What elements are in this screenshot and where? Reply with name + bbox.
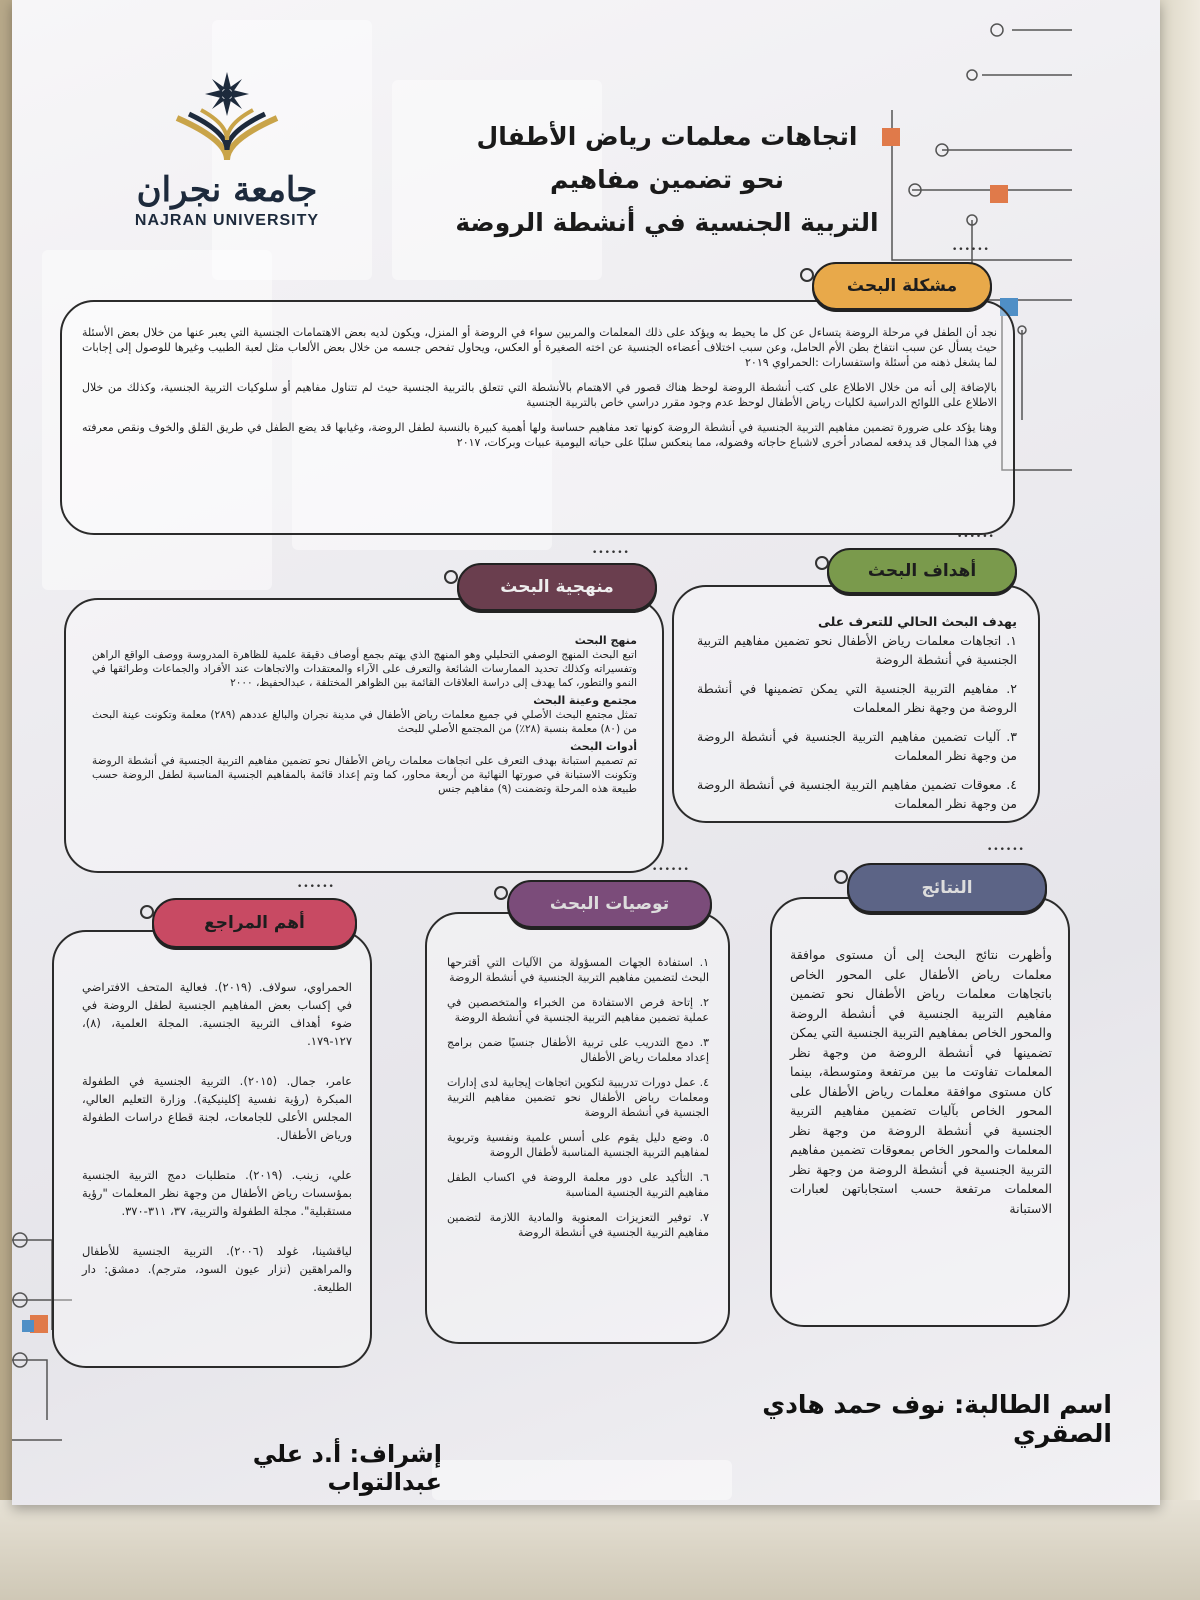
objectives-text: [697, 612, 1017, 823]
problem-paragraph-2: بالإضافة إلى أنه من خلال الاطلاع على كتب أنشطة الروضة لوحظ هناك قصور في الاهتمام بالأنشطة التي تتعلق بالتربية الجنسية حيث لم تتناول مفاهيم أو سلوكيات التربية الجنسية، وكذلك من خلال الاطلاع على اللوائح الدراسية لكليات رياض الأطفال لوحظ عدم وجود مقرر دراسي خاص بالتربية الجنسية: [82, 381, 997, 409]
decor-dots: ••••••: [652, 865, 690, 875]
recommendations-label: توصيات البحث: [507, 880, 712, 928]
logo-english-name: NAJRAN UNIVERSITY: [134, 212, 320, 229]
results-text: وأظهرت نتائج البحث إلى أن مستوى موافقة معلمات رياض الأطفال على المحور الخاص باتجاهات معلمات رياض الأطفال نحو تضمين مفاهيم التربية الجنسية في أنشطة الروضة والمحور الخاص بمفاهيم التربية الجنسية التي يمكن تضمينها في أنشطة الروضة من وجهة نظر المعلمات تفاوتت ما بين مرتفعة ومتوسطة، بينما كان مستوى موافقة معلمات رياض الأطفال على المحور الخاص بآليات تضمين مفاهيم التربية الجنسية في أنشطة الروضة من وجهة نظر المعلمات والمحور الخاص بمعوقات تضمين مفاهيم التربية الجنسية في أنشطة الروضة من وجهة نظر المعلمات مرتفعة حسب استجاباتهن لعبارات الاستبانة: [790, 947, 1052, 1216]
objective-item: ٢. مفاهيم التربية الجنسية التي يمكن تضمينها في أنشطة الروضة من وجهة نظر المعلمات: [697, 681, 1017, 715]
objective-item: ٤. معوقات تضمين مفاهيم التربية الجنسية في أنشطة الروضة من وجهة نظر المعلمات: [697, 777, 1017, 811]
supervisor-name: إشراف: أ.د علي عبدالتواب: [252, 1440, 442, 1496]
recommendation-item: ٥. وضع دليل يقوم على أسس علمية ونفسية وتربوية لمفاهيم التربية الجنسية المناسبة لأطفال الروضة: [447, 1131, 709, 1159]
references-label: أهم المراجع: [152, 898, 357, 948]
method-paragraph: اتبع البحث المنهج الوصفي التحليلي وهو المنهج الذي يهتم بجمع أوصاف دقيقة علمية للظاهرة المدروسة ووصف الواقع الراهن وتفسيراته وكذلك تحديد الممارسات الشائعة والتعرف على الآراء والمعتقدات والاتجاهات عند الأفراد والجماعات وطرائقها في النمو والتطور، كما يهدف إلى دراسة العلاقات القائمة بين الظواهر المختلفة ، عبدالحفيظ، ٢٠٠٠: [92, 649, 637, 689]
method-heading: منهج البحث: [574, 634, 637, 647]
methodology-label: منهجية البحث: [457, 563, 657, 611]
reference-item: عامر، جمال. (٢٠١٥). التربية الجنسية في الطفولة المبكرة (رؤية نفسية إكلينيكية). وزارة التعليم العالي، المجلس الأعلى للجامعات، لجنة قطاع دراسات الطفولة ورياض الأطفال.: [82, 1074, 353, 1142]
objective-item: ١. اتجاهات معلمات رياض الأطفال نحو تضمين مفاهيم التربية الجنسية في أنشطة الروضة: [697, 633, 1017, 667]
decor-ring: [444, 570, 458, 584]
problem-text: [82, 325, 997, 460]
reference-item: علي، زينب. (٢٠١٩). متطلبات دمج التربية الجنسية بمؤسسات رياض الأطفال من وجهة نظر المعلمات "رؤية مستقبلية". مجلة الطفولة والتربية، ٣٧، ٣١١-٣٧٠.: [82, 1168, 352, 1218]
university-logo: [112, 70, 342, 230]
poster: [12, 0, 1160, 1505]
decor-dots: ••••••: [592, 548, 630, 558]
reference-item: الحمراوي، سولاف. (٢٠١٩). فعالية المتحف الافتراضي في إكساب بعض المفاهيم الجنسية لطفل الروضة في ضوء أهداف التربية الجنسية. المجلة العلمية، (٨)، ١٢٧-١٧٩.: [82, 980, 352, 1048]
references-text: [82, 978, 352, 1306]
problem-paragraph-3: وهنا يؤكد على ضرورة تضمين مفاهيم التربية الجنسية في أنشطة الروضة كونها تعد مفاهيم حساسة ولها أهمية كبيرة بالنسبة لطفل الروضة، وغيابها قد يضع الطفل في طريق القلق والخوف ونقص معرفته في هذا المجال قد يدفعه لمصادر أخرى لاشباع حاجاته وفضوله، مما ينعكس سلبًا على حياته اليومية عبيات وبركات، ٢٠١٧: [82, 421, 997, 449]
recommendations-text: [447, 955, 709, 1250]
logo-arabic-name: جامعة نجران: [136, 170, 318, 210]
decor-ring: [140, 905, 154, 919]
decor-dots: ••••••: [957, 532, 995, 542]
decor-ring: [494, 886, 508, 900]
problem-paragraph-1: نجد أن الطفل في مرحلة الروضة يتساءل عن كل ما يحيط به ويؤكد على ذلك المعلمات والمربين سواء في الروضة أو المنزل، ويكون لديه بعض الاهتمامات الجنسية التي يعبر عنها من خلال بعض الأسئلة حيث يسأل عن سبب انتفاخ بطن الأم الحامل، وعن سبب اختلاف أعضاءه الجنسية عن اخته الصغيرة أو العكس، ويحاول تفحص جسمه من خلال بعض الألعاب مثل لعبة الطبيب وغيرها للوصول إلى إجابات لما يشغل ذهنه من أسئلة واستفسارات :الحمراوي ٢٠١٩: [82, 326, 997, 369]
decor-dots: ••••••: [987, 845, 1025, 855]
recommendation-item: ٤. عمل دورات تدريبية لتكوين اتجاهات إيجابية لدى إدارات ومعلمات رياض الأطفال نحو تضمين مفاهيم التربية الجنسية في أنشطة الروضة: [447, 1076, 709, 1119]
frame-bottom-edge: [0, 1500, 1200, 1600]
poster-title: [432, 115, 902, 244]
objectives-label: أهداف البحث: [827, 548, 1017, 594]
recommendation-item: ٧. توفير التعزيزات المعنوية والمادية اللازمة لتضمين مفاهيم التربية الجنسية في أنشطة الروضة: [447, 1211, 709, 1239]
recommendation-item: ١. استفادة الجهات المسؤولة من الآليات التي أقترحها البحث لتضمين مفاهيم التربية الجنسية في أنشطة الروضة: [447, 956, 709, 984]
decor-square: [432, 1460, 732, 1500]
title-line-2: نحو تضمين مفاهيم: [550, 165, 784, 194]
star-emblem-icon: [167, 70, 287, 170]
method-heading: مجتمع وعينة البحث: [533, 694, 637, 707]
decor-ring: [834, 870, 848, 884]
methodology-text: [92, 630, 637, 796]
title-line-3: التربية الجنسية في أنشطة الروضة: [455, 208, 879, 237]
method-paragraph: تمثل مجتمع البحث الأصلي في جميع معلمات رياض الأطفال في مدينة نجران والبالغ عددهم (٢٨٩) معلمة وتكونت عينة البحث من (٨٠) معلمة بنسبة (٢٨٪) من المجتمع الأصلي للبحث: [92, 709, 637, 735]
reference-item: لياقشينا، غولد (٢٠٠٦). التربية الجنسية للأطفال والمراهقين (نزار عيون السود، مترجم). دمشق: دار الطليعة.: [82, 1244, 352, 1294]
decor-ring: [800, 268, 814, 282]
title-line-1: اتجاهات معلمات رياض الأطفال: [476, 122, 858, 151]
recommendation-item: ٢. إتاحة فرص الاستفادة من الخبراء والمتخصصين في عملية تضمين مفاهيم التربية الجنسية في أنشطة الروضة: [447, 996, 709, 1024]
problem-label: مشكلة البحث: [812, 262, 992, 310]
method-paragraph: تم تصميم استبانة بهدف التعرف على اتجاهات معلمات رياض الأطفال نحو تضمين مفاهيم التربية الجنسية في أنشطة الروضة وتكونت الاستبانة في صورتها النهائية من أربعة محاور، كما وتم إعداد قائمة بالمفاهيم الجنسية المناسبة لطفل الروضة حسب طبيعة هذه المرحلة وتضمنت (٩) مفاهيم جنس: [92, 755, 637, 795]
decor-dots: ••••••: [952, 245, 990, 255]
method-heading: أدوات البحث: [570, 740, 637, 753]
recommendation-item: ٣. دمج التدريب على تربية الأطفال جنسيًا ضمن برامج إعداد معلمات رياض الأطفال: [447, 1036, 709, 1064]
recommendation-item: ٦. التأكيد على دور معلمة الروضة في اكساب الطفل مفاهيم التربية الجنسية المناسبة: [447, 1171, 709, 1199]
results-label: النتائج: [847, 863, 1047, 913]
student-name: اسم الطالبة: نوف حمد هادي الصقري: [762, 1390, 1112, 1448]
decor-dots: ••••••: [297, 882, 335, 892]
objective-item: ٣. آليات تضمين مفاهيم التربية الجنسية في أنشطة الروضة من وجهة نظر المعلمات: [697, 729, 1017, 763]
decor-ring: [815, 556, 829, 570]
objectives-intro: يهدف البحث الحالي للتعرف على: [818, 614, 1017, 629]
